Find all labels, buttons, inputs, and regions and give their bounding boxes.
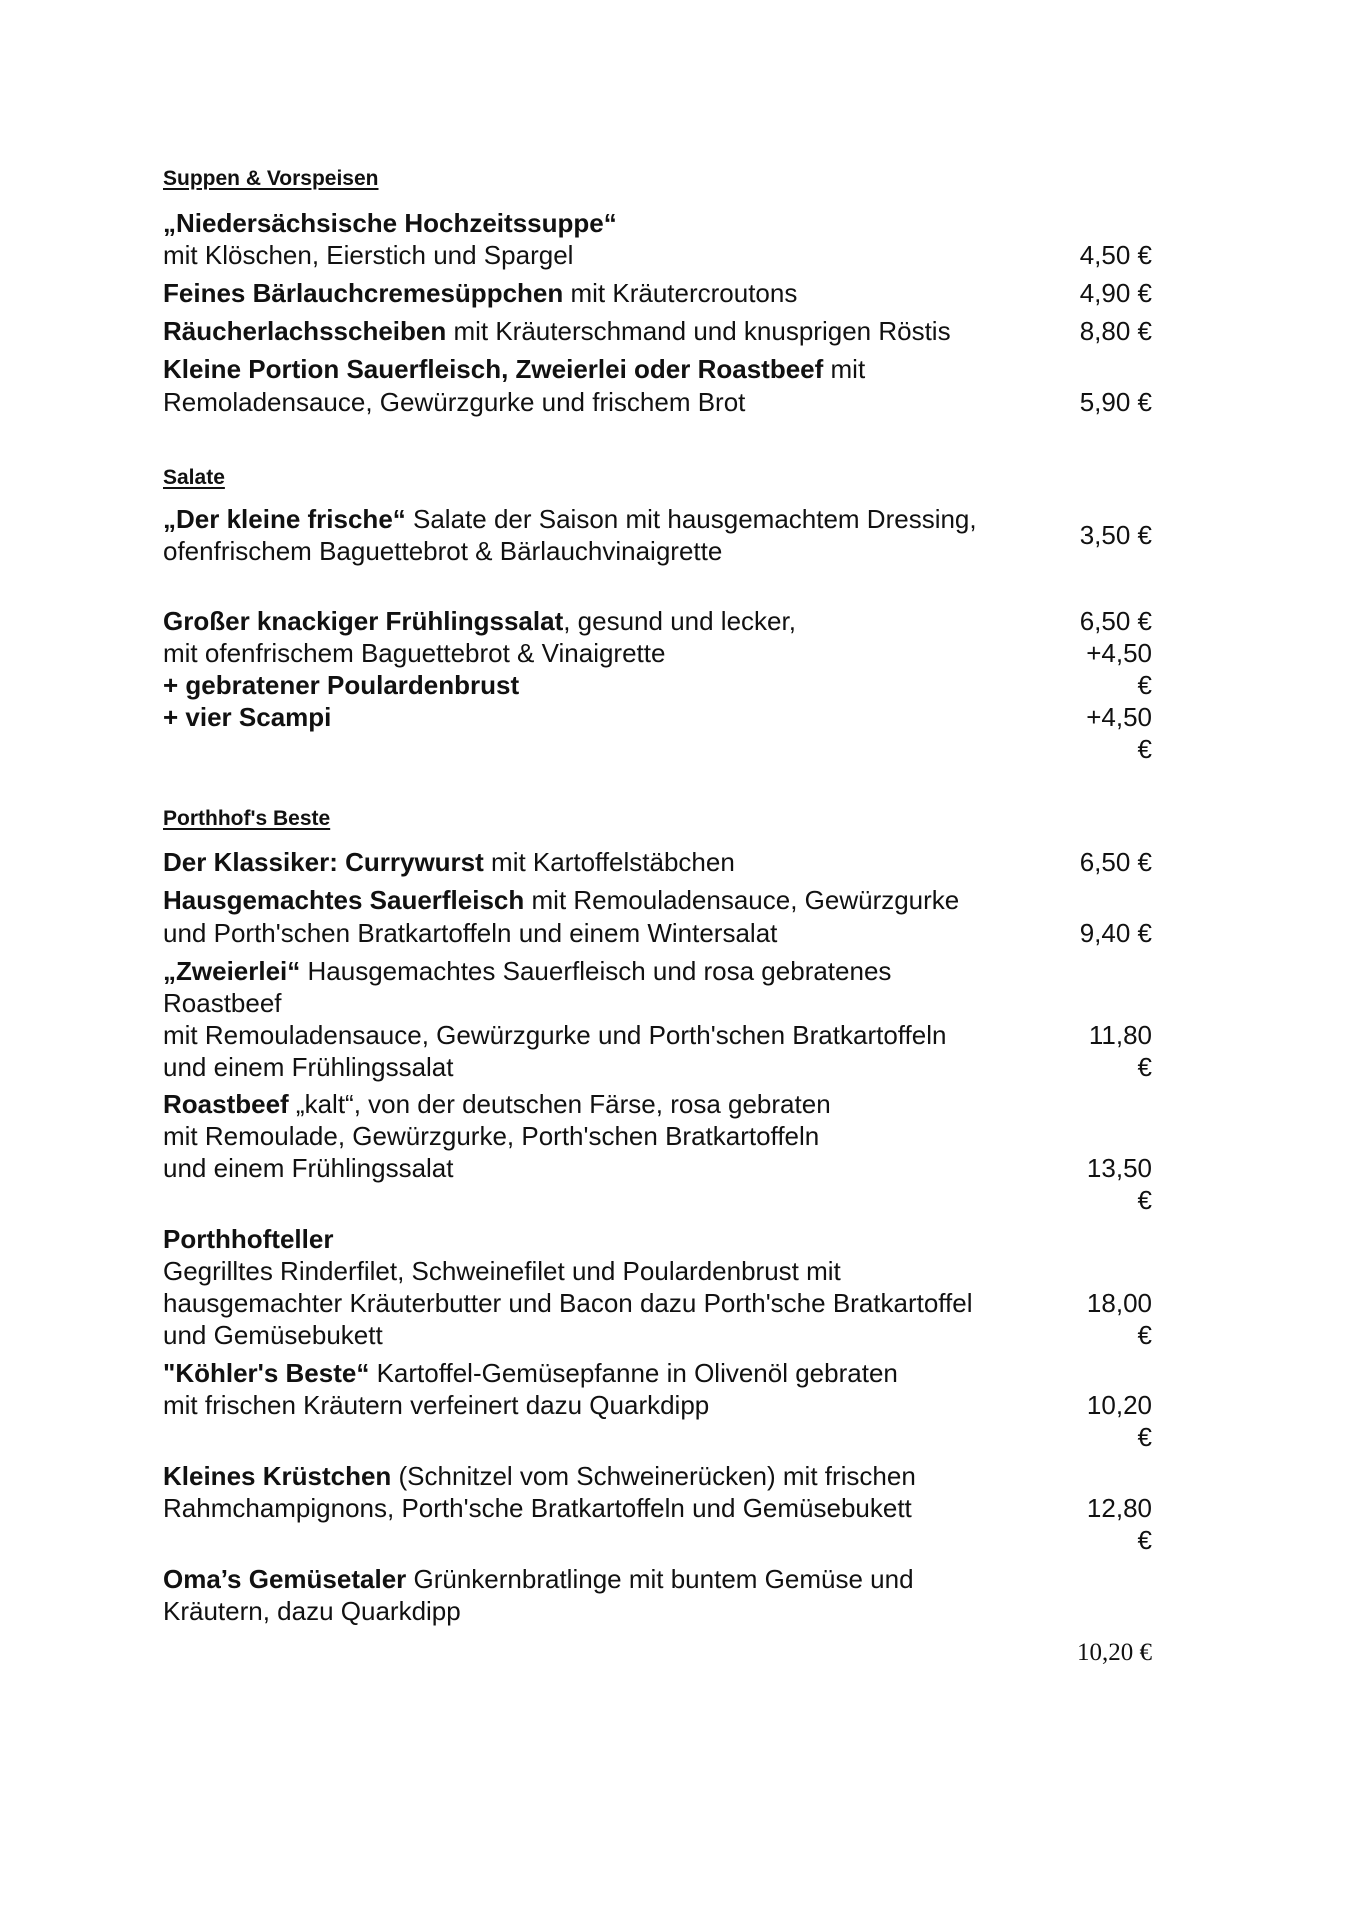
item-porthhofteller-price-currency: €: [1137, 1320, 1152, 1350]
item-hochzeitssuppe-name: „Niedersächsische Hochzeitssuppe“: [163, 208, 617, 238]
item-fruehlingssalat-price: 6,50 €: [1079, 606, 1152, 636]
item-currywurst: Der Klassiker: Currywurst mit Kartoffelstäbchen: [163, 847, 735, 877]
addon-poulardenbrust-price-currency: €: [1137, 670, 1152, 700]
item-porthhofteller-name: Porthhofteller: [163, 1224, 334, 1254]
item-porthhofteller-desc-3: und Gemüsebukett: [163, 1320, 383, 1350]
item-currywurst-price: 6,50 €: [1079, 847, 1152, 877]
item-kruestchen-price-amount: 12,80: [1086, 1493, 1152, 1523]
item-koehlers-beste-price-amount: 10,20: [1086, 1390, 1152, 1420]
item-sauerfleisch-price: 9,40 €: [1079, 918, 1152, 948]
item-raeucherlachs-price: 8,80 €: [1079, 316, 1152, 346]
item-kruestchen-price-currency: €: [1137, 1525, 1152, 1555]
item-kleine-frische-price: 3,50 €: [1079, 520, 1152, 550]
addon-poulardenbrust: + gebratener Poulardenbrust: [163, 670, 520, 700]
item-koehlers-beste-desc: mit frischen Kräutern verfeinert dazu Quarkdipp: [163, 1390, 710, 1420]
item-hochzeitssuppe-price: 4,50 €: [1079, 240, 1152, 270]
item-zweierlei-name: „Zweierlei“ Hausgemachtes Sauerfleisch und rosa gebratenes: [163, 956, 892, 986]
item-fruehlingssalat-name: Großer knackiger Frühlingssalat, gesund und lecker,: [163, 606, 796, 636]
item-kruestchen-desc: Rahmchampignons, Porth'sche Bratkartoffeln und Gemüsebukett: [163, 1493, 912, 1523]
item-kleine-frische-name: „Der kleine frische“ Salate der Saison mit hausgemachtem Dressing,: [163, 504, 977, 534]
item-zweierlei-desc-2: mit Remouladensauce, Gewürzgurke und Porth'schen Bratkartoffeln: [163, 1020, 947, 1050]
item-porthhofteller-desc-1: Gegrilltes Rinderfilet, Schweinefilet und Poulardenbrust mit: [163, 1256, 841, 1286]
item-koehlers-beste-name: "Köhler's Beste“ Kartoffel-Gemüsepfanne in Olivenöl gebraten: [163, 1358, 898, 1388]
section-title-salate: Salate: [163, 466, 225, 489]
item-zweierlei-price-currency: €: [1137, 1052, 1152, 1082]
item-roastbeef-price-amount: 13,50: [1086, 1153, 1152, 1183]
item-gemuesetaler-name: Oma’s Gemüsetaler Grünkernbratlinge mit buntem Gemüse und: [163, 1564, 914, 1594]
item-porthhofteller-desc-2: hausgemachter Kräuterbutter und Bacon dazu Porth'sche Bratkartoffel: [163, 1288, 973, 1318]
item-gemuesetaler-desc: Kräutern, dazu Quarkdipp: [163, 1596, 461, 1626]
item-roastbeef-name: Roastbeef „kalt“, von der deutschen Färse, rosa gebraten: [163, 1089, 831, 1119]
item-hochzeitssuppe-desc: mit Klöschen, Eierstich und Spargel: [163, 240, 574, 270]
item-roastbeef-desc-2: und einem Frühlingssalat: [163, 1153, 454, 1183]
item-kleine-frische-desc: ofenfrischem Baguettebrot & Bärlauchvinaigrette: [163, 536, 723, 566]
addon-scampi-price-amount: +4,50: [1086, 702, 1152, 732]
section-title-suppen: Suppen & Vorspeisen: [163, 167, 379, 190]
section-title-porthhofs-beste: Porthhof's Beste: [163, 807, 331, 830]
item-baerlauch: Feines Bärlauchcremesüppchen mit Kräutercroutons: [163, 278, 798, 308]
item-kleine-portion-price: 5,90 €: [1079, 387, 1152, 417]
item-gemuesetaler-price: 10,20 €: [1077, 1639, 1152, 1666]
addon-poulardenbrust-price-amount: +4,50: [1086, 638, 1152, 668]
item-zweierlei-price-amount: 11,80: [1088, 1020, 1152, 1050]
item-sauerfleisch-name: Hausgemachtes Sauerfleisch mit Remouladensauce, Gewürzgurke: [163, 885, 960, 915]
item-raeucherlachs: Räucherlachsscheiben mit Kräuterschmand und knusprigen Röstis: [163, 316, 951, 346]
item-roastbeef-price-currency: €: [1137, 1185, 1152, 1215]
item-koehlers-beste-price-currency: €: [1137, 1422, 1152, 1452]
addon-scampi: + vier Scampi: [163, 702, 332, 732]
item-roastbeef-desc-1: mit Remoulade, Gewürzgurke, Porth'schen Bratkartoffeln: [163, 1121, 820, 1151]
item-fruehlingssalat-desc: mit ofenfrischem Baguettebrot & Vinaigrette: [163, 638, 666, 668]
addon-scampi-price-currency: €: [1137, 734, 1152, 764]
item-kleine-portion-desc: Remoladensauce, Gewürzgurke und frischem Brot: [163, 387, 746, 417]
item-baerlauch-price: 4,90 €: [1079, 278, 1152, 308]
item-kruestchen-name: Kleines Krüstchen (Schnitzel vom Schweinerücken) mit frischen: [163, 1461, 916, 1491]
item-zweierlei-desc-1: Roastbeef: [163, 988, 282, 1018]
item-kleine-portion-name: Kleine Portion Sauerfleisch, Zweierlei oder Roastbeef mit: [163, 354, 866, 384]
item-sauerfleisch-desc: und Porth'schen Bratkartoffeln und einem Wintersalat: [163, 918, 778, 948]
item-zweierlei-desc-3: und einem Frühlingssalat: [163, 1052, 454, 1082]
item-porthhofteller-price-amount: 18,00: [1086, 1288, 1152, 1318]
